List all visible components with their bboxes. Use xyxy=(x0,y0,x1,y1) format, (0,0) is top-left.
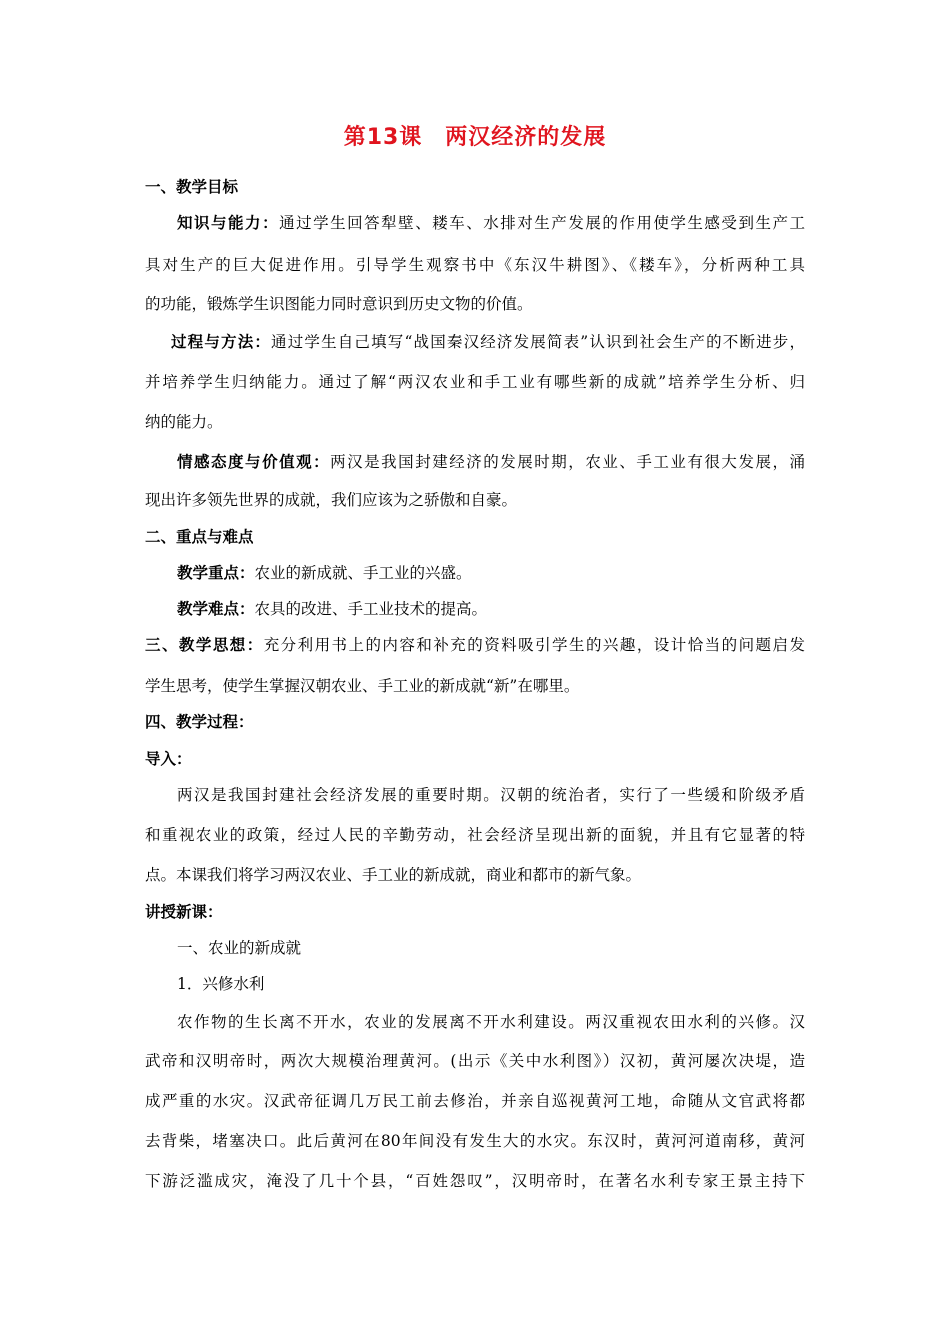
paragraph-line: 现出许多领先世界的成就，我们应该为之骄傲和自豪。 xyxy=(145,491,518,509)
paragraph-line: 的功能，锻炼学生识图能力同时意识到历史文物的价值。 xyxy=(145,295,533,313)
paragraph-line: 两汉是我国封建社会经济发展的重要时期。汉朝的统治者，实行了一些缓和阶级矛盾 xyxy=(177,786,805,804)
paragraph-line: 农作物的生长离不开水，农业的发展离不开水利建设。两汉重视农田水利的兴修。汉 xyxy=(177,1013,805,1031)
text-span: 通过学生自己填写“战国秦汉经济发展简表”认识到社会生产的不断进步， xyxy=(271,333,805,351)
paragraph-line: 和重视农业的政策，经过人民的辛勤劳动，社会经济呈现出新的面貌，并且有它显著的特 xyxy=(145,826,805,844)
lecture-label: 讲授新课： xyxy=(145,903,223,921)
section-heading-goals: 一、教学目标 xyxy=(145,178,239,196)
paragraph-line xyxy=(177,452,805,472)
section-heading-focus: 二、重点与难点 xyxy=(145,528,254,546)
paragraph-line: 去背柴，堵塞决口。此后黄河在80年间没有发生大的水灾。东汉时，黄河河道南移，黄河 xyxy=(145,1132,805,1150)
subheading: 1．兴修水利 xyxy=(177,975,265,993)
text-span: 通过学生回答犁壁、耧车、水排对生产发展的作用使学生感受到生产工 xyxy=(279,214,805,232)
paragraph-line: 下游泛滥成灾，淹没了几十个县，“百姓怨叹”，汉明帝时，在著名水利专家王景主持下 xyxy=(145,1172,805,1190)
paragraph-line: 武帝和汉明帝时，两次大规模治理黄河。(出示《关中水利图》）汉初，黄河屡次决堤，造 xyxy=(145,1052,805,1070)
paragraph-line xyxy=(177,599,487,619)
attitude-label: 情感态度与价值观： xyxy=(177,453,331,471)
knowledge-label: 知识与能力： xyxy=(177,214,280,232)
paragraph-line xyxy=(145,635,805,655)
paragraph-line xyxy=(171,332,805,352)
paragraph-line: 纳的能力。 xyxy=(145,413,223,431)
paragraph-line xyxy=(177,213,805,233)
key-label: 教学重点： xyxy=(177,564,255,582)
paragraph-line xyxy=(177,563,472,583)
subheading: 一、农业的新成就 xyxy=(177,939,302,957)
paragraph-line: 成严重的水灾。汉武帝征调几万民工前去修治，并亲自巡视黄河工地，命随从文官武将都 xyxy=(145,1092,805,1110)
paragraph-line: 具对生产的巨大促进作用。引导学生观察书中《东汉牛耕图》、《耧车》，分析两种工具 xyxy=(145,256,805,274)
text-span: 农具的改进、手工业技术的提高。 xyxy=(254,600,488,618)
difficulty-label: 教学难点： xyxy=(177,600,255,618)
lesson-title: 第13课 两汉经济的发展 xyxy=(343,125,607,150)
paragraph-line: 点。本课我们将学习两汉农业、手工业的新成就，商业和都市的新气象。 xyxy=(145,866,642,884)
paragraph-line: 学生思考，使学生掌握汉朝农业、手工业的新成就“新”在哪里。 xyxy=(145,677,580,695)
text-span: 农业的新成就、手工业的兴盛。 xyxy=(254,564,472,582)
text-span: 两汉是我国封建经济的发展时期，农业、手工业有很大发展，涌 xyxy=(330,453,805,471)
text-span: 充分利用书上的内容和补充的资料吸引学生的兴趣，设计恰当的问题启发 xyxy=(263,636,805,654)
paragraph-line: 并培养学生归纳能力。通过了解“两汉农业和手工业有哪些新的成就”培养学生分析、归 xyxy=(145,373,805,391)
intro-label: 导入： xyxy=(145,750,192,768)
teaching-idea-label: 三、教学思想： xyxy=(145,636,264,654)
section-heading-process: 四、教学过程： xyxy=(145,713,254,731)
process-label: 过程与方法： xyxy=(171,333,272,351)
